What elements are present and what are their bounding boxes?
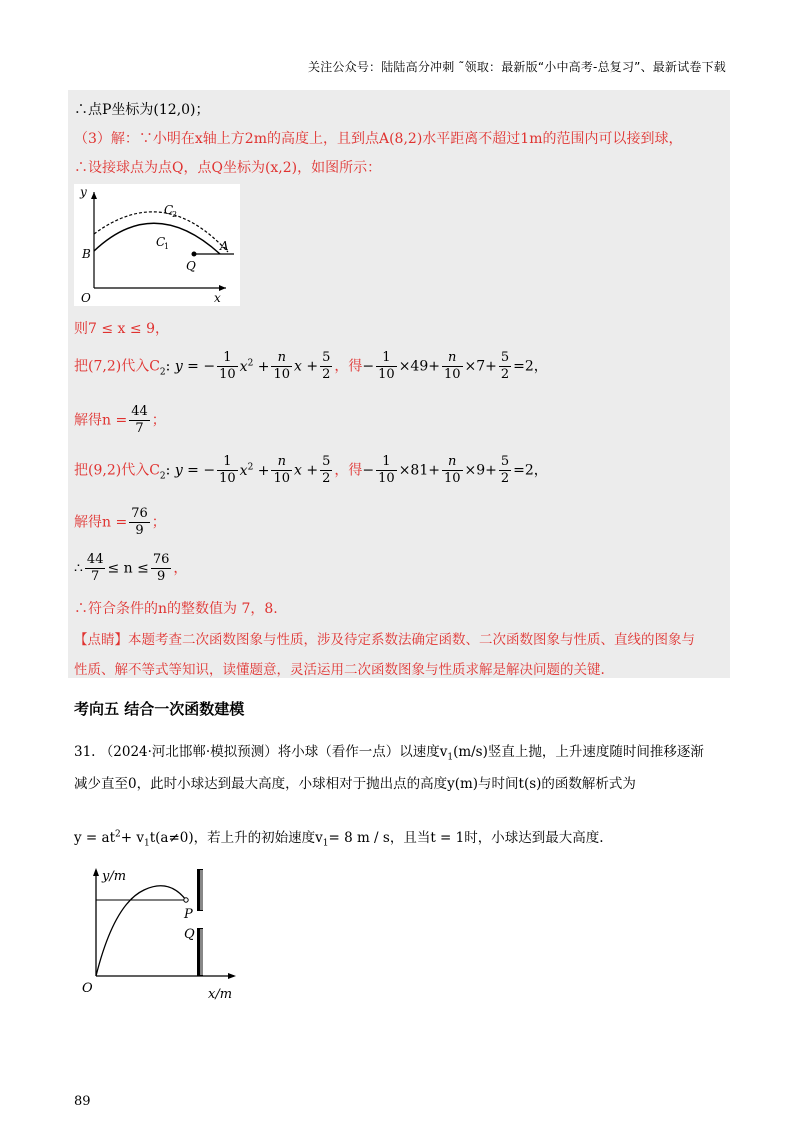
solution-line-9: ∴ $\frac{44}{7}$ ≤ n ≤ $\frac{76}{9}$ ， bbox=[74, 552, 188, 584]
note-line-2: 性质、解不等式等知识，读懂题意，灵活运用二次函数图象与性质求解是解决问题的关键. bbox=[74, 662, 605, 678]
fig1-c2-sub: 2 bbox=[172, 210, 178, 219]
line5-tail2: ×7+ bbox=[464, 358, 497, 375]
solution-line-10: ∴符合条件的n的整数值为 7，8. bbox=[74, 601, 278, 617]
line6-den: 7 bbox=[129, 420, 150, 437]
line6-prefix: 解得n = bbox=[74, 412, 128, 429]
line9-mid: ≤ n ≤ bbox=[107, 560, 149, 577]
line7-end: =2， bbox=[513, 462, 548, 479]
fig2-x-label: x/m bbox=[208, 987, 233, 1002]
line9-end: ， bbox=[173, 560, 188, 577]
fig1-origin-label: O bbox=[81, 291, 91, 305]
line9-prefix: ∴ bbox=[74, 560, 83, 577]
page-header: 关注公众号：陆陆高分冲刺 ˜领取：最新版“小中高考-总复习”、最新试卷下载 bbox=[308, 60, 726, 74]
fig1-c1-label: C bbox=[156, 235, 166, 249]
note-line-1: 【点睛】本题考查二次函数图象与性质，涉及待定系数法确定函数、二次函数图象与性质、直线的图象与 bbox=[74, 632, 695, 648]
line7-prefix: 把(9,2)代入C bbox=[74, 462, 160, 479]
fig1-b-label: B bbox=[82, 247, 91, 261]
solution-line-5: 把(7,2)代入$C_2$: y = − $\frac{1}{10}$ $x^2$ + $\frac{n}{10}$ x + $\frac{5}{2}$ ，得− $\frac{1}{10}$ ×49+ $\frac{n}{10}$ ×7+ $\frac{5}{2}$ =2， bbox=[74, 350, 548, 382]
solution-line-1: ∴点P坐标为(12,0)； bbox=[74, 102, 210, 118]
fig1-c1-sub: 1 bbox=[164, 242, 170, 251]
line6-num: 44 bbox=[131, 404, 148, 419]
problem-line-2: 减少直至0，此时小球达到最大高度，小球相对于抛出点的高度y(m)与时间t(s)的函数解析式为 bbox=[74, 776, 636, 792]
page-number: 89 bbox=[74, 1094, 91, 1109]
solution-line-7: 把(9,2)代入$C_2$: y = − $\frac{1}{10}$ $x^2$ + $\frac{n}{10}$ x + $\frac{5}{2}$ ，得− $\frac{1}{10}$ ×81+ $\frac{n}{10}$ ×9+ $\frac{5}{2}$ =2， bbox=[74, 454, 548, 486]
solution-box bbox=[68, 90, 730, 678]
line6-end: ； bbox=[151, 412, 166, 429]
fig1-y-label: y bbox=[80, 185, 87, 199]
line5-mid: ，得 bbox=[334, 358, 363, 375]
solution-line-6 bbox=[74, 404, 166, 437]
line8-num: 76 bbox=[131, 506, 148, 521]
solution-line-2: （3）解：∵小明在x轴上方2m的高度上，且到点A(8,2)水平距离不超过1m的范围内可以接到球， bbox=[74, 131, 683, 147]
section-title: 考向五 结合一次函数建模 bbox=[74, 700, 245, 718]
fig2-q-label: Q bbox=[184, 927, 195, 942]
fig1-q-label: Q bbox=[186, 259, 196, 273]
solution-line-8 bbox=[74, 506, 166, 539]
line5-prefix: 把(7,2)代入C bbox=[74, 358, 160, 375]
solution-line-3: ∴设接球点为点Q，点Q坐标为(x,2)，如图所示： bbox=[74, 160, 382, 176]
fig1-c2-label: C bbox=[164, 203, 174, 217]
line7-tail2: ×9+ bbox=[464, 462, 497, 479]
line8-den: 9 bbox=[129, 522, 150, 539]
problem-line-1: 31. （2024·河北邯郸·模拟预测）将小球（看作一点）以速度$v_1(m/s)$竖直上抛，上升速度随时间推移逐渐 bbox=[74, 744, 704, 763]
line8-end: ； bbox=[151, 514, 166, 531]
line8-prefix: 解得n = bbox=[74, 514, 128, 531]
trajectory-figure bbox=[74, 864, 264, 1012]
fig1-a-label: A bbox=[220, 239, 229, 253]
parabola-figure bbox=[74, 184, 240, 306]
line5-end: =2， bbox=[513, 358, 548, 375]
fig2-p-label: P bbox=[184, 907, 193, 922]
fig1-x-label: x bbox=[214, 291, 221, 305]
fig2-origin-label: O bbox=[82, 981, 93, 996]
solution-line-4: 则7 ≤ x ≤ 9， bbox=[74, 321, 169, 337]
line5-tail: ×49+ bbox=[398, 358, 440, 375]
problem-line-3: $y = at^2+ v_1t(a\ne 0)$，若上升的初始速度$v_1= 8$ m / s，且当t = 1时，小球达到最大高度. bbox=[74, 829, 604, 849]
line7-mid: ，得 bbox=[334, 462, 363, 479]
fig2-y-label: y/m bbox=[102, 869, 127, 884]
line7-tail: ×81+ bbox=[398, 462, 440, 479]
